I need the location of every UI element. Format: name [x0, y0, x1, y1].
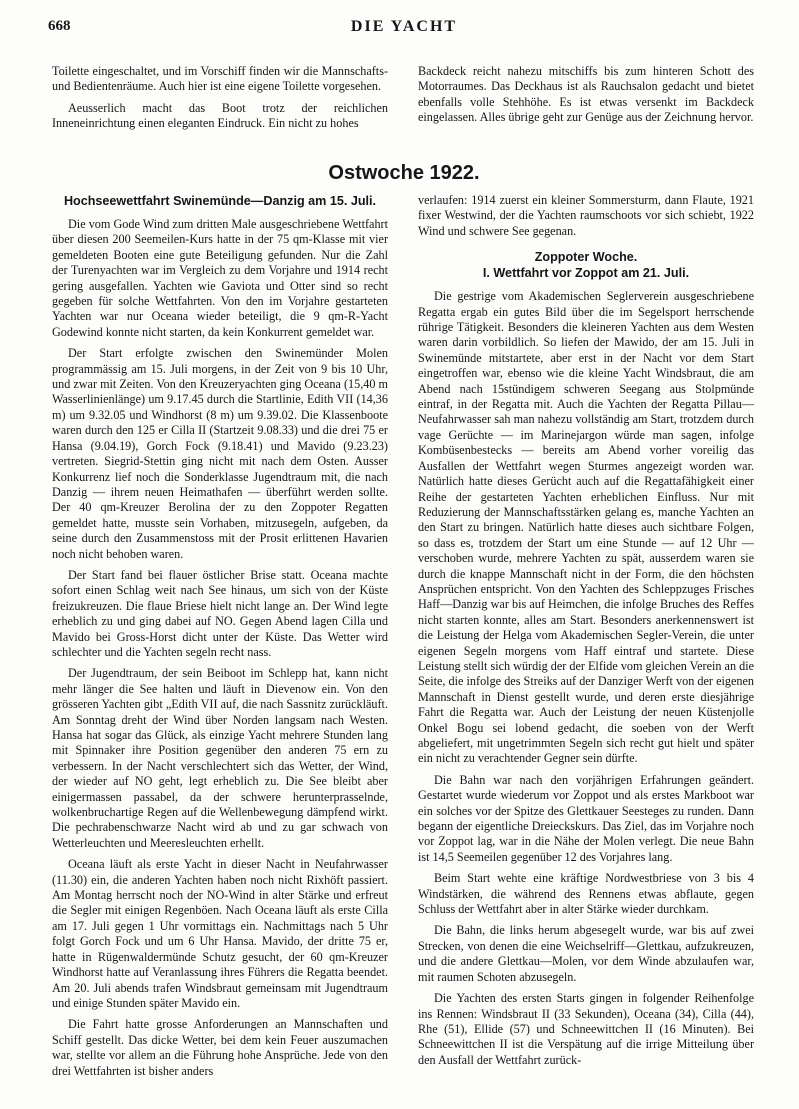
page-number: 668: [48, 18, 71, 34]
paragraph: Der Start erfolgte zwischen den Swinemünder Molen programmässig am 15. Juli morgens, in der Zeit von 9 bis 10 Uhr, und zwar mit Zeiten. Von den Kreuzeryachten ging Oceana (15,40 m Wasserlinienlänge) um 9.17.45 durch die Startlinie, Edith VII (14,36 m) um 9.32.05 und Windhorst (8 m) um 9.39.02. Die Klassenboote waren durch den 125 er Cilla II (Startzeit 9.08.33) und die drei 75 er Hansa (9.04.19), Gorch Fock (9.18.41) und Mavido (9.23.23) vertreten. Siegrid-Stettin ging nicht mit nach dem Osten. Ausser Konkurrenz lief noch die Sonderklasse Jugendtraum mit, die nach Danzig — ihrem neuen Heimathafen — überführt werden sollte. Der 40 qm-Kreuzer Berolina der zu den Zoppoter Regatten gemeldet hatte, musste sein Vorhaben, mitzusegeln, aufgeben, da seine durch den Zusammenstoss mit der Prosit erlittenen Havarien noch nicht behoben waren.: [52, 346, 388, 561]
paragraph: Aeusserlich macht das Boot trotz der reichlichen Inneneinrichtung einen eleganten Eindruck. Ein nicht zu hohes: [52, 100, 388, 131]
article-title: Ostwoche 1922.: [328, 162, 480, 184]
article-column-right: [418, 193, 754, 1068]
section-heading: Hochseewettfahrt Swinemünde—Danzig am 15. Juli.: [63, 194, 377, 208]
section-subheading: I. Wettfahrt vor Zoppot am 21. Juli.: [482, 266, 690, 281]
continued-text-right: [418, 64, 754, 126]
page-header: [48, 18, 760, 42]
paragraph: Der Start fand bei flauer östlicher Brise statt. Oceana machte sofort einen Schlag weit nach See hinaus, um sich von der Küste freizukreuzen. Die flaue Briese hielt nicht lange an. Der Wind legte erheblich zu und ging dabei auf NO. Gegen Abend lagen Cilla und Mavido bei Gross-Horst dicht unter der Küste. Das Wetter wird schlechter und die Yachten segeln recht nass.: [52, 567, 388, 659]
article-column-left: [52, 193, 388, 1079]
running-title: DIE YACHT: [350, 18, 458, 35]
paragraph: Die Bahn war nach den vorjährigen Erfahrungen geändert. Gestartet wurde wiederum vor Zoppot und als erstes Markboot war ein solches vor der Spitze des Glettkauer Seesteges zu runden. Dann begann der eigentliche Dreieckskurs. Das Ziel, das im Vorjahre noch vor Zoppot lag, war in die Nähe der Molen verlegt. Die neue Bahn ist 14,5 Seemeilen gegenüber 12 des Vorjahres lang.: [418, 772, 754, 864]
paragraph: Die Bahn, die links herum abgesegelt wurde, war bis auf zwei Strecken, von denen die eine Weichselriff—Glettkau, aufzukreuzen, und die andere Glettkau—Molen, vor dem Winde abzulaufen war, mit raumen Schoten abzusegeln.: [418, 923, 754, 984]
section-heading: Zoppoter Woche.: [534, 250, 638, 265]
paragraph: Die Fahrt hatte grosse Anforderungen an Mannschaften und Schiff gestellt. Das dicke Wetter, bei dem kein Feuer auszumachen war, stellte vor allem an die Führung hohe Ansprüche. Jede von den drei Wettfahrten ist bisher anders: [52, 1017, 388, 1078]
paragraph: Der Jugendtraum, der sein Beiboot im Schlepp hat, kann nicht mehr länger die See halten und läuft in Dievenow ein. Von den grösseren Yachten gibt „Edith VII auf, die nach Sassnitz zurückläuft. Am Sonntag dreht der Wind über Norden langsam nach Westen. Hansa hat sogar das Glück, als einzige Yacht mehrere Stunden lang mit Spinnaker ihre Position gegenüber den anderen 75 ern zu verbessern. In der Nacht verschlechtert sich das Wetter, der Wind, der wieder auf NO geht, legt erheblich zu. Die See bleibt aber einigermassen passabel, da der schwere herunterprasselnde, wolkenbruchartige Regen auf die Wellenbewegung dämpfend wirkt. Die pechrabenschwarze Nacht wird ab und zu gar schwach von Wetterleuchten und Meeresleuchten erhellt.: [52, 666, 388, 850]
paragraph: verlaufen: 1914 zuerst ein kleiner Sommersturm, dann Flaute, 1921 fixer Westwind, der die Yachten raumschoots vor sich schiebt, 1922 Wind und schwere See gegenan.: [418, 193, 754, 238]
continued-text-left: [52, 64, 388, 132]
paragraph: Beim Start wehte eine kräftige Nordwestbriese von 3 bis 4 Windstärken, die während des Rennens etwas abflaute, gegen Schluss der Wettfahrt aber in alter Stärke wieder durchkam.: [418, 871, 754, 917]
paragraph: Die gestrige vom Akademischen Seglerverein ausgeschriebene Regatta ergab ein gutes Bild über die im Segelsport herrschende rührige Tätigkeit. Besonders die kleineren Yachten aus dem Westen waren darin vorbildlich. So liefen der Mawido, der am 15. Juli in Swinemünde mitstartete, aber erst in der Nacht vor dem Start eingetroffen war, ebenso wie die kleine Yacht Windsbraut, die am Abend nach 15stündigem schweren Seegang aus Stolpmünde eintraf, in der Regatta mit. Auch die Yachten der Regatta Pillau—Neufahrwasser sah man nahezu vollständig am Start, trotzdem durch vage Gerüchte — im Marinejargon würde man sagen, infolge Kombüsenbestecks — bereits am Abend vorher voreilig das Ausfallen der Wettfahrt wegen Sturmes angezeigt worden war. Natürlich hatte dieses Gerücht auch auf die Regattafähigkeit einer Reihe der gestarteten Yachten erheblichen Einfluss. Nur mit Reduzierung der Mannschaftsstärken gelang es, manche Yachten an den Start zu bringen. Natürlich hatte dieses auch sichtbare Folgen, so dass es, trotzdem der Start um eine Stunde — auf 12 Uhr — verschoben wurde, mehrere Yachten zu spät, ausserdem waren sie durch die knappe Mannschaft nicht in der Form, die den höchsten Ansprüchen entspricht. Von den Yachten des Schleppzuges Frisches Haff—Danzig war bis auf Heimchen, die infolge Bruches des Reffes nicht starten konnte, alles am Start. Besonders anerkennenswert ist die Leistung der Helga vom Akademischen Segler-Verein, die unter eigenen Segeln morgens vom Haff eintraf und startete. Diese Leistung stellt sich würdig der der Elfide vom gleichen Verein an die Seite, die infolge des Streiks auf der Danziger Werft von der eigenen Mannschaft in Dienst gestellt wurde, und deren erste diesjährige Fahrt die Regatta war. Auch der Leistung der neuen Küstenjolle Onkel Bogu sei lobend gedacht, die soeben von der Werft abgeliefert, mit ungetrimmten Segeln sich recht gut hielt und später ein nicht zu verachtender Gegner sein dürfte.: [418, 289, 754, 766]
paragraph: Die vom Gode Wind zum dritten Male ausgeschriebene Wettfahrt über diesen 200 Seemeilen-Kurs hatte in der 75 qm-Klasse mit vier gemeldeten Booten eine gute Beteiligung gefunden. Nur die Zahl der Turenyachten war im Vergleich zu dem Vorjahre und 1914 recht gering ausgefallen. Yachten wie Gaviota und Otter sind so recht gegeben für solche Wettfahrten. Von den im Vorjahre gestarteten Yachten war nur Oceana wieder beteiligt, die 9 qm-R-Yacht Godewind konnte nicht starten, da kein Konkurrent gemeldet war.: [52, 217, 388, 339]
paragraph: Toilette eingeschaltet, und im Vorschiff finden wir die Mannschafts- und Bedientenräume. Auch hier ist eine eigene Toilette vorgesehen.: [52, 64, 388, 94]
paragraph: Die Yachten des ersten Starts gingen in folgender Reihenfolge ins Rennen: Windsbraut II (33 Sekunden), Oceana (34), Cilla (44), Rhe (51), Ellide (57) und Schneewittchen II (16 Minuten). Bei Schneewittchen II ist die Verspätung auf die irrige Mitteilung über den Ausfall der Wettfahrt zurück-: [418, 991, 754, 1067]
paragraph: Oceana läuft als erste Yacht in dieser Nacht in Neufahrwasser (11.30) ein, die anderen Yachten haben noch nicht Rixhöft passiert. Am Montag herrscht noch der NO-Wind in alter Stärke und erfreut die Segler mit einigen Regenböen. Nach Oceana läuft als erste Cilla am 17. Juli gegen 1 Uhr vormittags ein. Nachmittags nach 5 Uhr folgt Gorch Fock und um 6 Uhr Hansa. Mavido, der dritte 75 er, hatte in Rügenwaldermünde Schutz gesucht, der 60 qm-Kreuzer Windhorst hatte auf Veranlassung ihres Führers die Regatta beendet. Am 20. Juli abends trafen Windsbraut gemeinsam mit Jugendtraum und einige Stunden später Mavido ein.: [52, 857, 388, 1010]
paragraph: Backdeck reicht nahezu mitschiffs bis zum hinteren Schott des Motorraumes. Das Deckhaus ist als Rauchsalon gedacht und bietet ebenfalls volle Stehhöhe. Es ist etwas versenkt im Backdeck eingelassen. Alles übrige geht zur Genüge aus der Zeichnung hervor.: [418, 64, 754, 125]
